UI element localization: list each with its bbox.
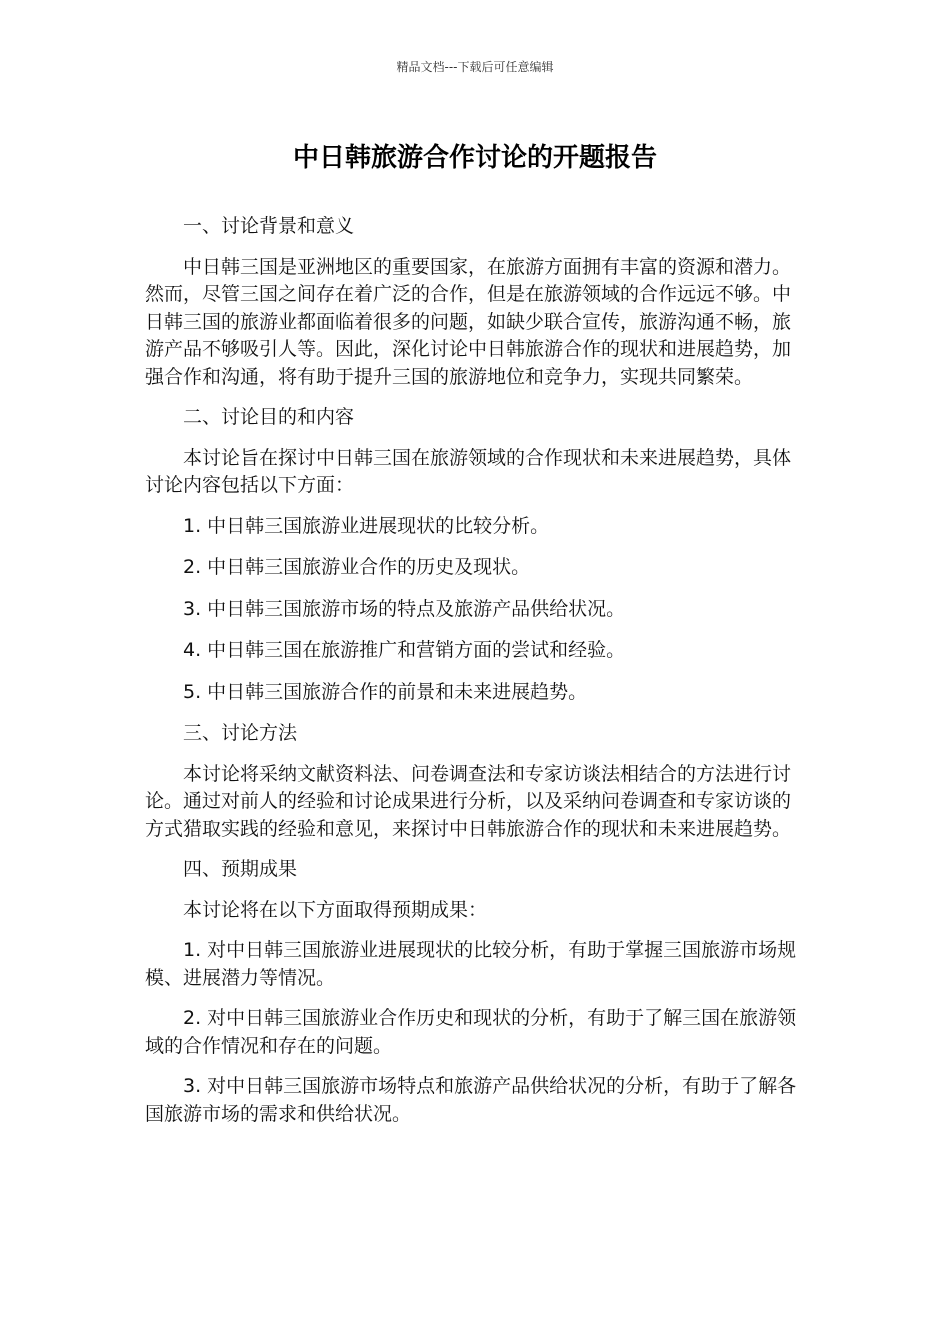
paragraph-purpose: 本讨论旨在探讨中日韩三国在旅游领域的合作现状和未来进展趋势，具体讨论内容包括以下方面： — [145, 446, 792, 496]
list-item: 3. 中日韩三国旅游市场的特点及旅游产品供给状况。 — [183, 597, 626, 620]
section-heading-results: 四、预期成果 — [183, 858, 298, 880]
paragraph-result-2: 2. 对中日韩三国旅游业合作历史和现状的分析，有助于了解三国在旅游领域的合作情况和存在的问题。 — [145, 1007, 797, 1057]
list-item: 4. 中日韩三国在旅游推广和营销方面的尝试和经验。 — [183, 639, 626, 661]
section-heading-background: 一、讨论背景和意义 — [183, 215, 355, 237]
document-body — [145, 213, 805, 1141]
paragraph-result-3: 3. 对中日韩三国旅游市场特点和旅游产品供给状况的分析，有助于了解各国旅游市场的需求和供给状况。 — [145, 1075, 797, 1125]
list-item: 1. 中日韩三国旅游业进展现状的比较分析。 — [183, 514, 550, 537]
section-heading-method: 三、讨论方法 — [183, 722, 298, 744]
section-heading-purpose: 二、讨论目的和内容 — [183, 406, 355, 428]
header-note: 精品文档---下载后可任意编辑 — [396, 60, 554, 74]
paragraph-method: 本讨论将采纳文献资料法、问卷调查法和专家访谈法相结合的方法进行讨论。通过对前人的经验和讨论成果进行分析，以及采纳问卷调查和专家访谈的方式猎取实践的经验和意见，来探讨中日韩旅游合作的现状和未来进展趋势。 — [145, 762, 792, 840]
paragraph-background: 中日韩三国是亚洲地区的重要国家，在旅游方面拥有丰富的资源和潜力。然而，尽管三国之间存在着广泛的合作，但是在旅游领域的合作远远不够。中日韩三国的旅游业都面临着很多的问题，如缺少联合宣传，旅游沟通不畅，旅游产品不够吸引人等。因此，深化讨论中日韩旅游合作的现状和进展趋势，加强合作和沟通，将有助于提升三国的旅游地位和竞争力，实现共同繁荣。 — [145, 255, 792, 388]
paragraph-results-intro: 本讨论将在以下方面取得预期成果： — [183, 898, 488, 921]
list-item: 2. 中日韩三国旅游业合作的历史及现状。 — [183, 556, 531, 578]
paragraph-result-1: 1. 对中日韩三国旅游业进展现状的比较分析，有助于掌握三国旅游市场规模、进展潜力等情况。 — [145, 939, 797, 989]
list-item: 5. 中日韩三国旅游合作的前景和未来进展趋势。 — [183, 680, 588, 703]
page-title: 中日韩旅游合作讨论的开题报告 — [292, 143, 657, 173]
